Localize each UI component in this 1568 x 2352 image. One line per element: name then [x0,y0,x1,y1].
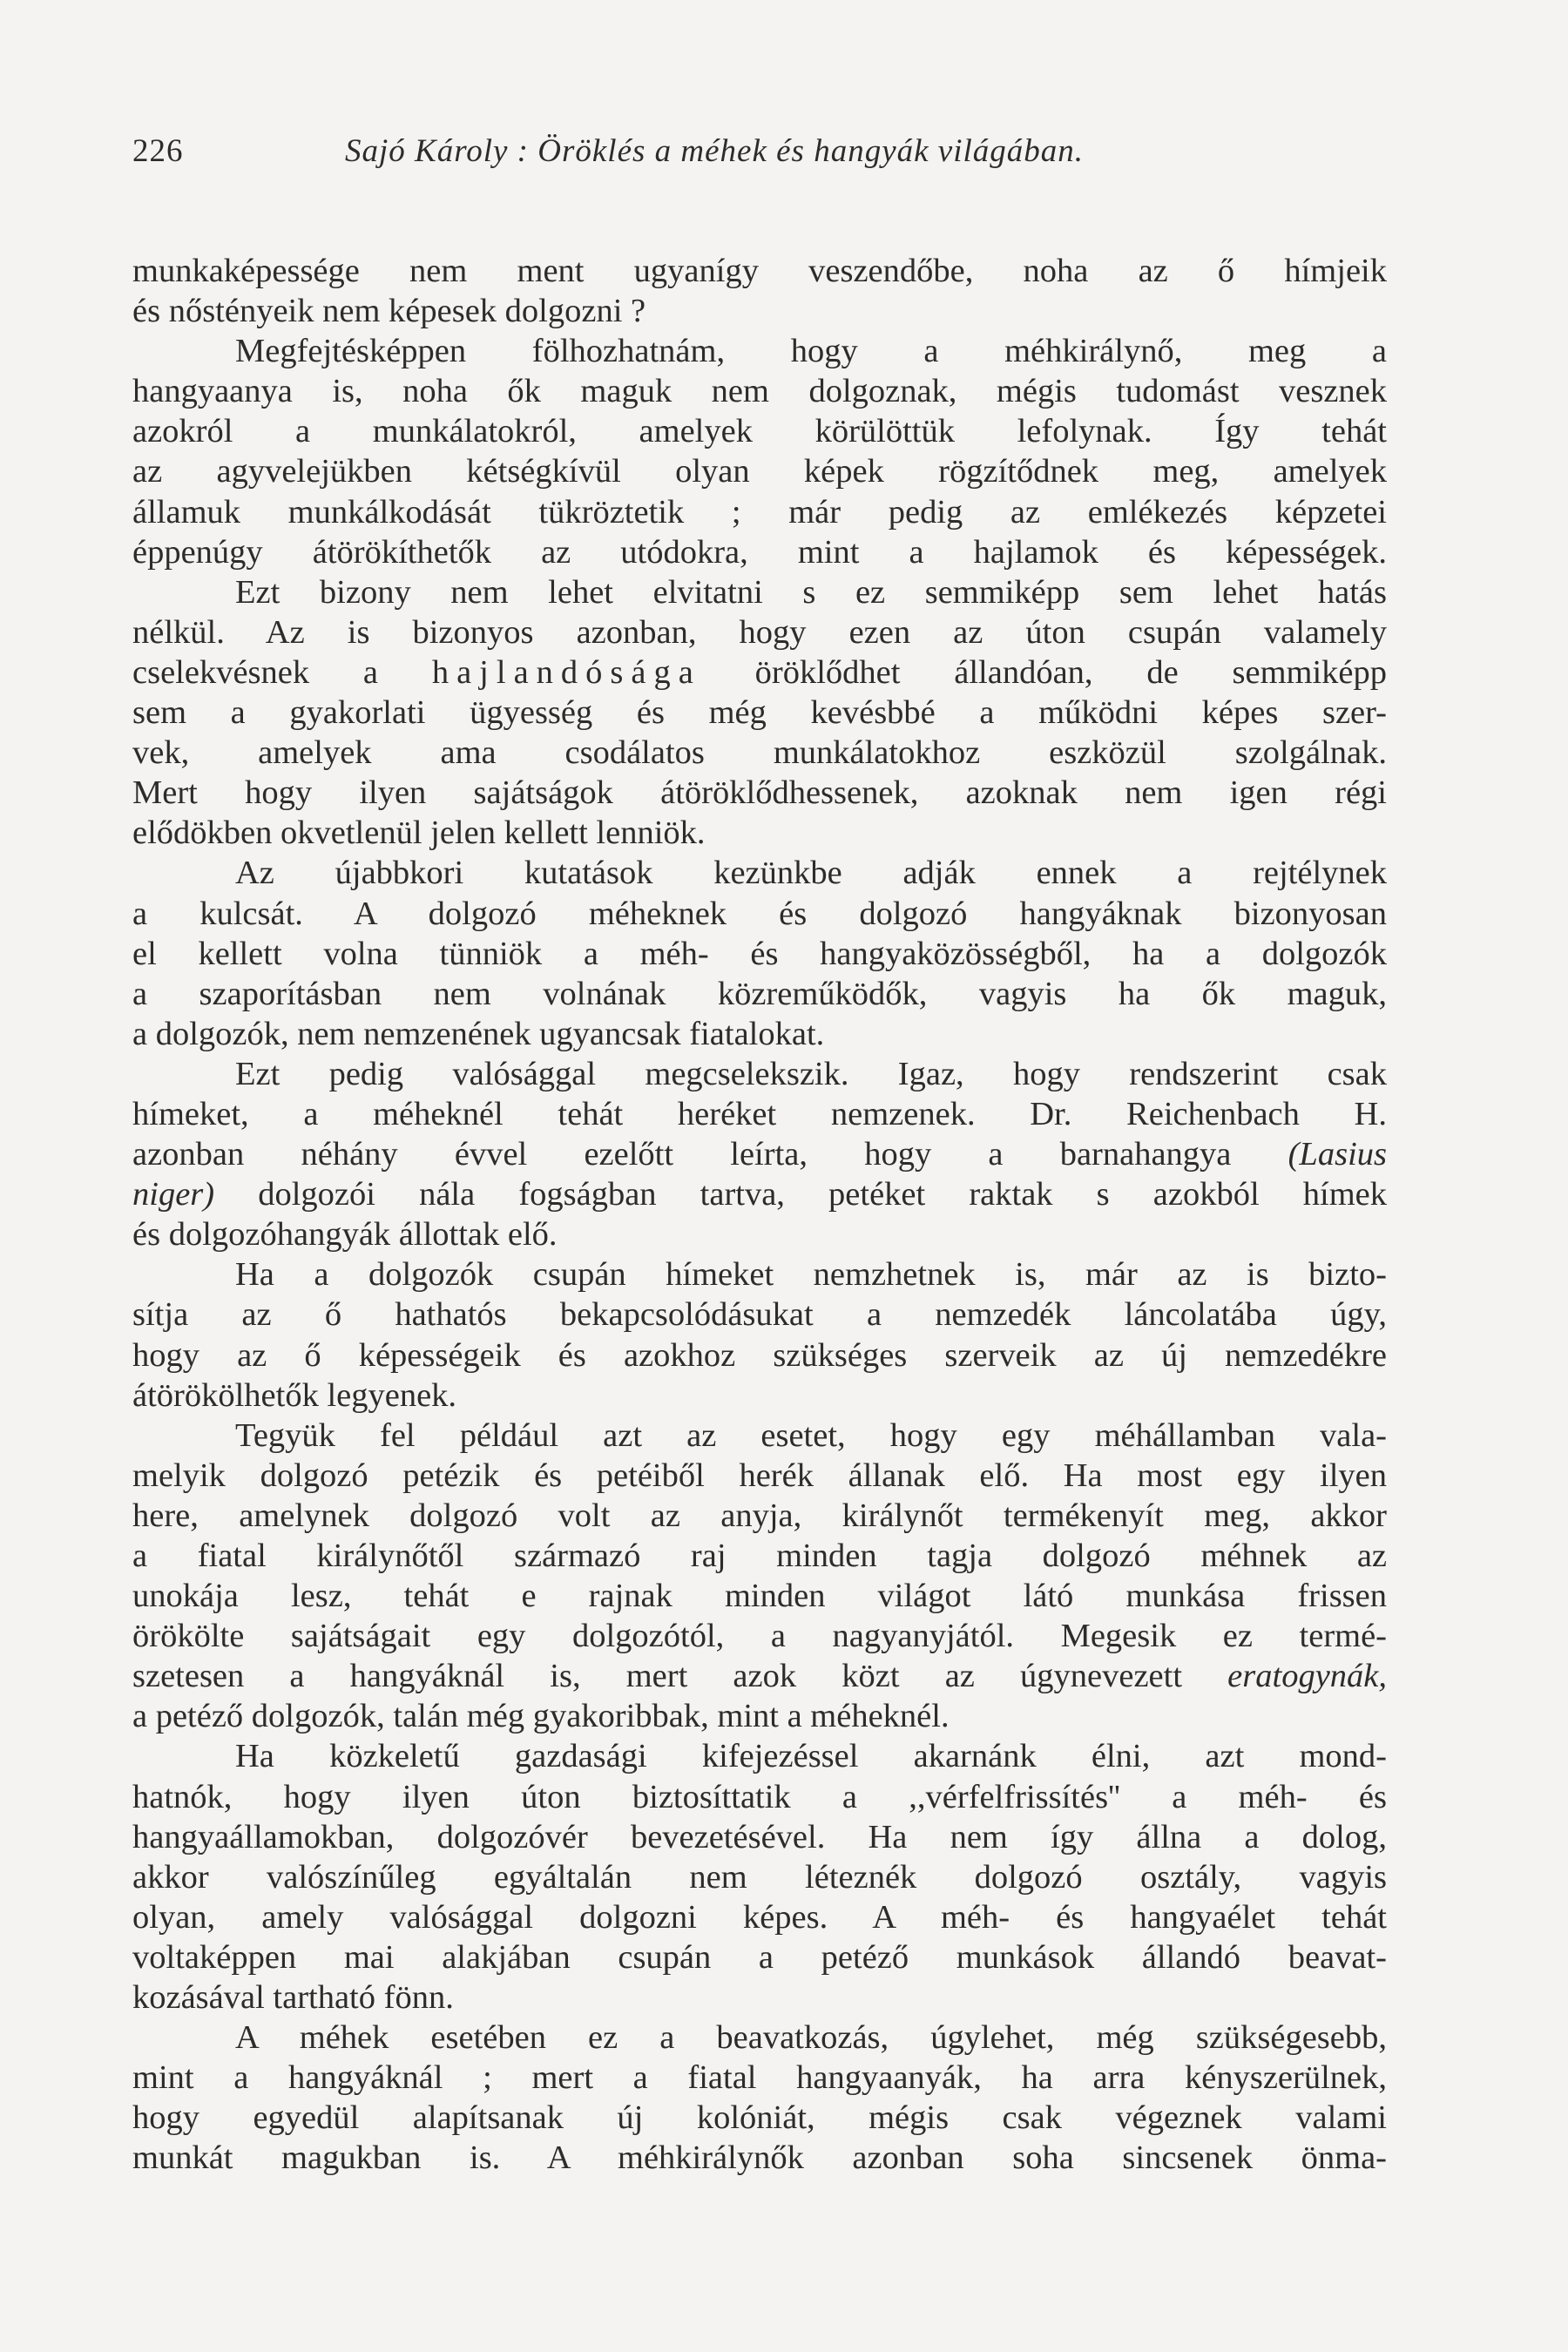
text-line: Mert hogy ilyen sajátságok átöröklődhessenek, azoknak nem igen régi [132,774,1387,812]
text-line: a kulcsát. A dolgozó méheknek és dolgozó hangyáknak bizonyosan [132,895,1387,932]
text-line: a petéző dolgozók, talán még gyakoribbak, mint a méheknél. [132,1698,950,1735]
text-line: Megfejtésképpen fölhozhatnám, hogy a méhkirálynő, meg a [235,333,1387,370]
text-line: vek, amelyek ama csodálatos munkálatokhoz eszközül szolgálnak. [132,734,1387,772]
text-line: és dolgozóhangyák állottak elő. [132,1216,558,1254]
term-name: eratogynák, [1227,1658,1387,1695]
text-line: olyan, amely valósággal dolgozni képes. A méh- és hangyaélet tehát [132,1898,1387,1936]
species-name: niger) [132,1176,215,1213]
text-line: az agyvelejükben kétségkívül olyan képek rögzítődnek meg, amelyek [132,453,1387,490]
text-line: éppenúgy átörökíthetők az utódokra, mint a hajlamok és képességek. [132,533,1387,571]
text-line: azokról a munkálatokról, amelyek körülöttük lefolynak. Így tehát [132,413,1387,450]
text-line: nélkül. Az is bizonyos azonban, hogy ezen az úton csupán valamely [132,613,1387,651]
text-line: a szaporításban nem volnának közreműködők, vagyis ha ők maguk, [132,975,1387,1012]
text-line: mint a hangyáknál ; mert a fiatal hangyaanyák, ha arra kényszerülnek, [132,2059,1387,2097]
text-line: a dolgozók, nem nemzenének ugyancsak fiatalokat. [132,1015,825,1052]
text-line: munkaképessége nem ment ugyanígy veszendőbe, noha az ő hímjeik [132,253,1387,289]
text-line: átörökölhetők legyenek. [132,1376,457,1414]
text-line: melyik dolgozó petézik és petéiből herék állanak elő. Ha most egy ilyen [132,1456,1387,1494]
text-line [132,1656,1387,1696]
text-line [132,652,1387,693]
text-line: örökölte sajátságait egy dolgozótól, a nagyanyjától. Megesik ez termé- [132,1618,1387,1655]
text-line [132,1174,1387,1214]
body-text [132,251,1387,2179]
text-line: unokája lesz, tehát e rajnak minden világot látó munkása frissen [132,1578,1387,1615]
text-line: el kellett volna tünniök a méh- és hangyaközösségből, ha a dolgozók [132,935,1387,972]
text-line: Ha a dolgozók csupán hímeket nemzhetnek is, már az is bizto- [235,1256,1387,1294]
text-line: sem a gyakorlati ügyesség és még kevésbbé a működni képes szer- [132,694,1387,732]
text-line: a fiatal királynőtől származó raj minden tagja dolgozó méhnek az [132,1538,1387,1574]
text-line: here, amelynek dolgozó volt az anyja, királynőt termékenyít meg, akkor [132,1497,1387,1534]
text-line: Tegyük fel például azt az esetet, hogy egy méhállamban vala- [235,1416,1387,1454]
text-line: és nőstényeik nem képesek dolgozni ? [132,293,646,330]
text-line: államuk munkálkodását tükröztetik ; már pedig az emlékezés képzetei [132,493,1387,531]
running-header [132,132,1404,185]
text-line: hangyaállamokban, dolgozóvér bevezetésével. Ha nem így állna a dolog, [132,1818,1387,1855]
running-title: Sajó Károly : Öröklés a méhek és hangyák világában. [345,133,1085,169]
text-line: hogy az ő képességeik és azokhoz szükséges szerveik az új nemzedékre [132,1336,1387,1374]
text-line [132,1134,1387,1174]
species-name: (Lasius [1288,1136,1388,1173]
text-line: hangyaanya is, noha ők maguk nem dolgoznak, mégis tudomást vesznek [132,373,1387,410]
text-fragment: szetesen a hangyáknál is, mert azok közt az úgynevezett [132,1658,1183,1695]
text-line: munkát magukban is. A méhkirálynők azonban soha sincsenek önma- [132,2139,1387,2177]
text-line: Ha közkeletű gazdasági kifejezéssel akarnánk élni, azt mond- [235,1738,1387,1775]
text-line: Ezt pedig valósággal megcselekszik. Igaz, hogy rendszerint csak [235,1055,1387,1092]
text-line: sítja az ő hathatós bekapcsolódásukat a nemzedék láncolatába úgy, [132,1296,1387,1334]
text-fragment: azonban néhány évvel ezelőtt leírta, hogy a barnahangya [132,1136,1232,1173]
text-line: hímeket, a méheknél tehát heréket nemzenek. Dr. Reichenbach H. [132,1095,1387,1132]
text-line: hatnók, hogy ilyen úton biztosíttatik a ,,vérfelfrissítés'' a méh- és [132,1778,1387,1815]
page-number: 226 [132,133,184,169]
text-line: akkor valószínűleg egyáltalán nem léteznék dolgozó osztály, vagyis [132,1858,1387,1896]
text-line: Az újabbkori kutatások kezünkbe adják ennek a rejtélynek [235,855,1387,892]
text-line: kozásával tartható fönn. [132,1979,454,2017]
text-line: Ezt bizony nem lehet elvitatni s ez semmiképp sem lehet hatás [235,573,1387,611]
text-fragment: dolgozói nála fogságban tartva, petéket raktak s azokból hímek [258,1176,1387,1213]
text-line: elődökben okvetlenül jelen kellett lenniök. [132,814,706,852]
text-line: voltaképpen mai alakjában csupán a petéző munkások állandó beavat- [132,1938,1387,1976]
text-fragment: cselekvésnek a [132,653,379,691]
text-line: A méhek esetében ez a beavatkozás, úgylehet, még szükségesebb, [235,2019,1387,2057]
text-line: hogy egyedül alapítsanak új kolóniát, mégis csak végeznek valami [132,2099,1387,2137]
emphasized-word: hajlandósága [431,653,701,691]
text-fragment: öröklődhet állandóan, de semmiképp [754,653,1388,691]
